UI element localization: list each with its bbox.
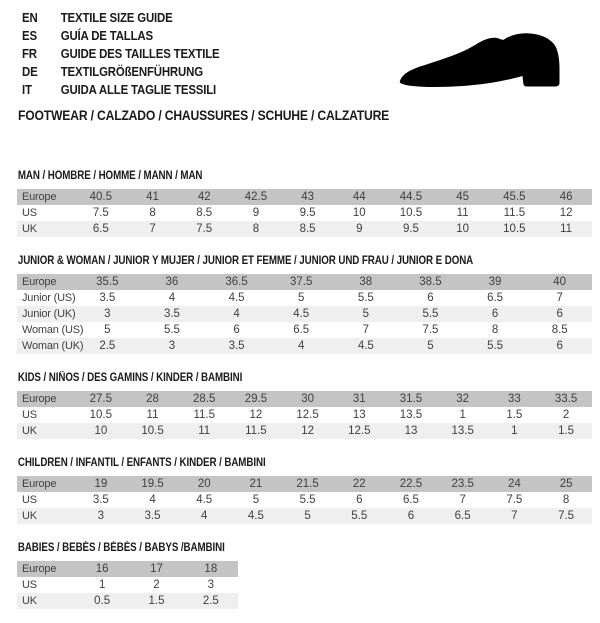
size-cell: 7 [362,324,370,336]
size-cell: 40.5 [89,191,113,203]
size-table [17,274,592,354]
size-cell: 38 [359,276,373,288]
size-cell: 33.5 [554,393,578,405]
size-cell: 33 [507,393,521,405]
size-cell: 6 [427,292,434,304]
size-cell: 44.5 [399,191,423,203]
table-row [17,290,592,306]
language-title: TEXTILE SIZE GUIDE [60,10,173,25]
size-table [17,561,238,609]
size-cell: 18 [204,563,218,575]
size-cell: 8 [149,207,156,219]
size-cell: 12 [249,409,263,421]
size-cell: 12 [301,425,314,437]
size-cell: 6 [556,308,563,320]
size-cell: 2.5 [202,595,219,607]
size-cell: 23.5 [451,478,474,490]
size-cell: 4 [297,340,305,352]
size-cell: 3.5 [99,292,116,304]
size-table-title: BABIES / BEBÉS / BÉBÉS / BABYS /BAMBINI [17,542,225,554]
size-cell: 5.5 [357,292,374,304]
table-row [17,189,592,205]
size-cell: 5 [427,340,434,352]
size-table-title: KIDS / NIÑOS / DES GAMINS / KINDER / BAMBINI [17,372,243,384]
size-cell: 38.5 [419,276,442,288]
language-title: TEXTILGRÖßENFÜHRUNG [60,64,203,79]
size-cell: 4.5 [357,340,374,352]
size-cell: 12 [559,207,573,219]
size-cell: 6 [491,308,499,320]
size-cell: 7.5 [558,510,575,522]
language-code: FR [22,46,37,61]
size-cell: 7.5 [196,223,213,235]
size-cell: 19.5 [141,478,164,490]
table-row [17,492,592,508]
size-cell: 13 [404,425,418,437]
size-cell: 28 [146,393,159,405]
table-row [17,508,592,524]
language-title: GUÍA DE TALLAS [60,28,153,43]
size-cell: 46 [559,191,573,203]
size-cell: 7.5 [92,207,109,219]
size-cell: 5 [304,510,311,522]
size-cell: 2 [153,579,160,591]
size-cell: 8 [562,494,570,506]
size-cell: 11 [198,425,211,437]
size-cell: 41 [146,191,159,203]
table-row [17,476,592,492]
row-label: US [22,579,37,591]
size-table-section [17,166,592,237]
language-code: IT [22,82,32,97]
size-cell: 4 [233,308,240,320]
size-cell: 31.5 [399,393,423,405]
size-cell: 9 [252,207,260,219]
size-cell: 10.5 [89,409,113,421]
size-cell: 13.5 [399,409,423,421]
size-cell: 17 [150,563,163,575]
language-code: ES [22,28,37,43]
size-cell: 6.5 [293,324,310,336]
size-cell: 36.5 [225,276,248,288]
size-cell: 22.5 [399,478,423,490]
size-table-section [17,251,592,354]
size-cell: 3 [168,340,176,352]
size-cell: 21.5 [296,478,319,490]
table-row [17,322,592,338]
size-cell: 9.5 [402,223,419,235]
table-row [17,306,592,322]
table-row [17,423,592,439]
size-cell: 4.5 [196,494,213,506]
table-row [17,561,238,577]
size-cell: 3.5 [228,340,245,352]
row-label: US [22,207,37,219]
size-cell: 10 [352,207,366,219]
size-cell: 42 [197,191,211,203]
table-row [17,391,592,407]
size-cell: 1.5 [558,425,575,437]
size-cell: 6.5 [454,510,471,522]
size-cell: 4 [201,510,208,522]
size-cell: 10 [456,223,470,235]
size-cell: 3 [104,308,111,320]
size-cell: 5.5 [487,340,504,352]
language-row [22,63,219,81]
size-cell: 11 [560,223,573,235]
row-label: Woman (UK) [22,340,84,352]
size-cell: 5 [297,292,305,304]
size-cell: 8 [491,324,499,336]
size-cell: 3 [97,510,105,522]
size-cell: 21 [249,478,263,490]
size-cell: 9 [356,223,363,235]
size-cell: 10 [94,425,108,437]
size-cell: 16 [95,563,109,575]
category-heading: FOOTWEAR / CALZADO / CHAUSSURES / SCHUHE / CALZATURE [18,108,390,123]
row-label: Junior (US) [22,292,76,304]
size-cell: 22 [352,478,366,490]
language-title: GUIDA ALLE TAGLIE TESSILI [60,82,217,97]
size-cell: 4 [168,292,176,304]
size-cell: 27.5 [89,393,113,405]
size-cell: 11 [146,409,159,421]
size-cell: 35.5 [96,276,119,288]
size-cell: 5.5 [422,308,439,320]
size-cell: 40 [553,276,567,288]
size-cell: 1.5 [506,409,523,421]
size-cell: 10.5 [503,223,526,235]
language-code: DE [22,64,38,79]
size-cell: 13 [352,409,366,421]
row-label: UK [22,425,37,437]
size-cell: 1 [459,409,466,421]
language-title: GUIDE DES TAILLES TEXTILE [60,46,220,61]
size-cell: 31 [352,393,366,405]
row-label: Europe [22,276,57,288]
size-cell: 1 [98,579,106,591]
row-label: US [22,494,37,506]
table-row [17,221,592,237]
size-cell: 3.5 [92,494,109,506]
row-label: UK [22,223,37,235]
size-cell: 7.5 [422,324,439,336]
size-cell: 8 [252,223,260,235]
size-cell: 6.5 [402,494,419,506]
size-cell: 6 [407,510,415,522]
size-cell: 6 [356,494,363,506]
size-cell: 0.5 [94,595,111,607]
size-table-section [17,453,592,524]
row-label: Europe [22,191,57,203]
size-cell: 45 [456,191,470,203]
size-cell: 5 [252,494,260,506]
size-cell: 2.5 [99,340,116,352]
language-code: EN [22,10,38,25]
size-cell: 8.5 [196,207,213,219]
size-cell: 7.5 [506,494,523,506]
size-cell: 6.5 [92,223,109,235]
size-cell: 1.5 [148,595,165,607]
row-label: Junior (UK) [22,308,76,320]
size-cell: 3.5 [163,308,180,320]
size-table [17,391,592,439]
table-row [17,274,592,290]
size-cell: 10.5 [399,207,423,219]
size-cell: 4.5 [293,308,310,320]
size-cell: 44 [352,191,366,203]
size-cell: 3 [207,579,215,591]
size-table [17,189,592,237]
size-cell: 5.5 [351,510,368,522]
size-cell: 11.5 [245,425,267,437]
size-table-title: JUNIOR & WOMAN / JUNIOR Y MUJER / JUNIOR ET FEMME / JUNIOR UND FRAU / JUNIOR E DONA [17,255,474,267]
size-cell: 32 [456,393,470,405]
size-cell: 11.5 [503,207,526,219]
table-row [17,407,592,423]
row-label: Europe [22,393,57,405]
size-cell: 29.5 [244,393,268,405]
size-cell: 30 [301,393,314,405]
row-label: Europe [22,563,57,575]
size-table-section [17,538,592,609]
size-cell: 25 [559,478,573,490]
size-cell: 43 [301,191,314,203]
size-cell: 6 [556,340,563,352]
size-cell: 12.5 [296,409,319,421]
row-label: Woman (US) [22,324,84,336]
size-cell: 5.5 [299,494,316,506]
size-cell: 36 [165,276,179,288]
size-cell: 1 [511,425,518,437]
table-row [17,593,238,609]
size-cell: 7 [511,510,518,522]
size-cell: 37.5 [289,276,313,288]
size-cell: 19 [94,478,108,490]
language-row [22,9,219,27]
size-cell: 2 [562,409,570,421]
size-cell: 13.5 [451,425,474,437]
size-cell: 11 [456,207,469,219]
size-tables [17,166,592,623]
language-row [22,27,219,45]
language-row [22,81,219,99]
language-row [22,45,219,63]
size-cell: 5 [362,308,370,320]
size-cell: 7 [149,223,156,235]
row-label: US [22,409,37,421]
size-cell: 4 [149,494,156,506]
size-cell: 7 [556,292,563,304]
table-row [17,577,238,593]
dress-shoe-icon [396,30,578,96]
size-cell: 11.5 [193,409,215,421]
size-cell: 6.5 [487,292,504,304]
size-table-title: CHILDREN / INFANTIL / ENFANTS / KINDER / BAMBINI [17,457,266,469]
table-row [17,205,592,221]
language-list [22,9,219,99]
size-cell: 3.5 [144,510,161,522]
size-cell: 4.5 [247,510,264,522]
size-cell: 5 [104,324,111,336]
size-cell: 28.5 [193,393,216,405]
size-cell: 39 [488,276,502,288]
size-cell: 20 [197,478,211,490]
size-cell: 12.5 [348,425,371,437]
row-label: UK [22,510,37,522]
size-cell: 10.5 [141,425,164,437]
size-table-section [17,368,592,439]
size-cell: 8.5 [551,324,568,336]
size-cell: 5.5 [163,324,180,336]
size-cell: 9.5 [299,207,316,219]
size-table-title: MAN / HOMBRE / HOMME / MANN / MAN [17,170,203,182]
row-label: Europe [22,478,57,490]
size-cell: 8.5 [299,223,316,235]
size-cell: 6 [233,324,240,336]
size-cell: 4.5 [228,292,245,304]
size-table [17,476,592,524]
row-label: UK [22,595,37,607]
size-cell: 24 [507,478,521,490]
size-cell: 42.5 [244,191,268,203]
table-row [17,338,592,354]
size-cell: 7 [459,494,466,506]
size-cell: 45.5 [503,191,526,203]
